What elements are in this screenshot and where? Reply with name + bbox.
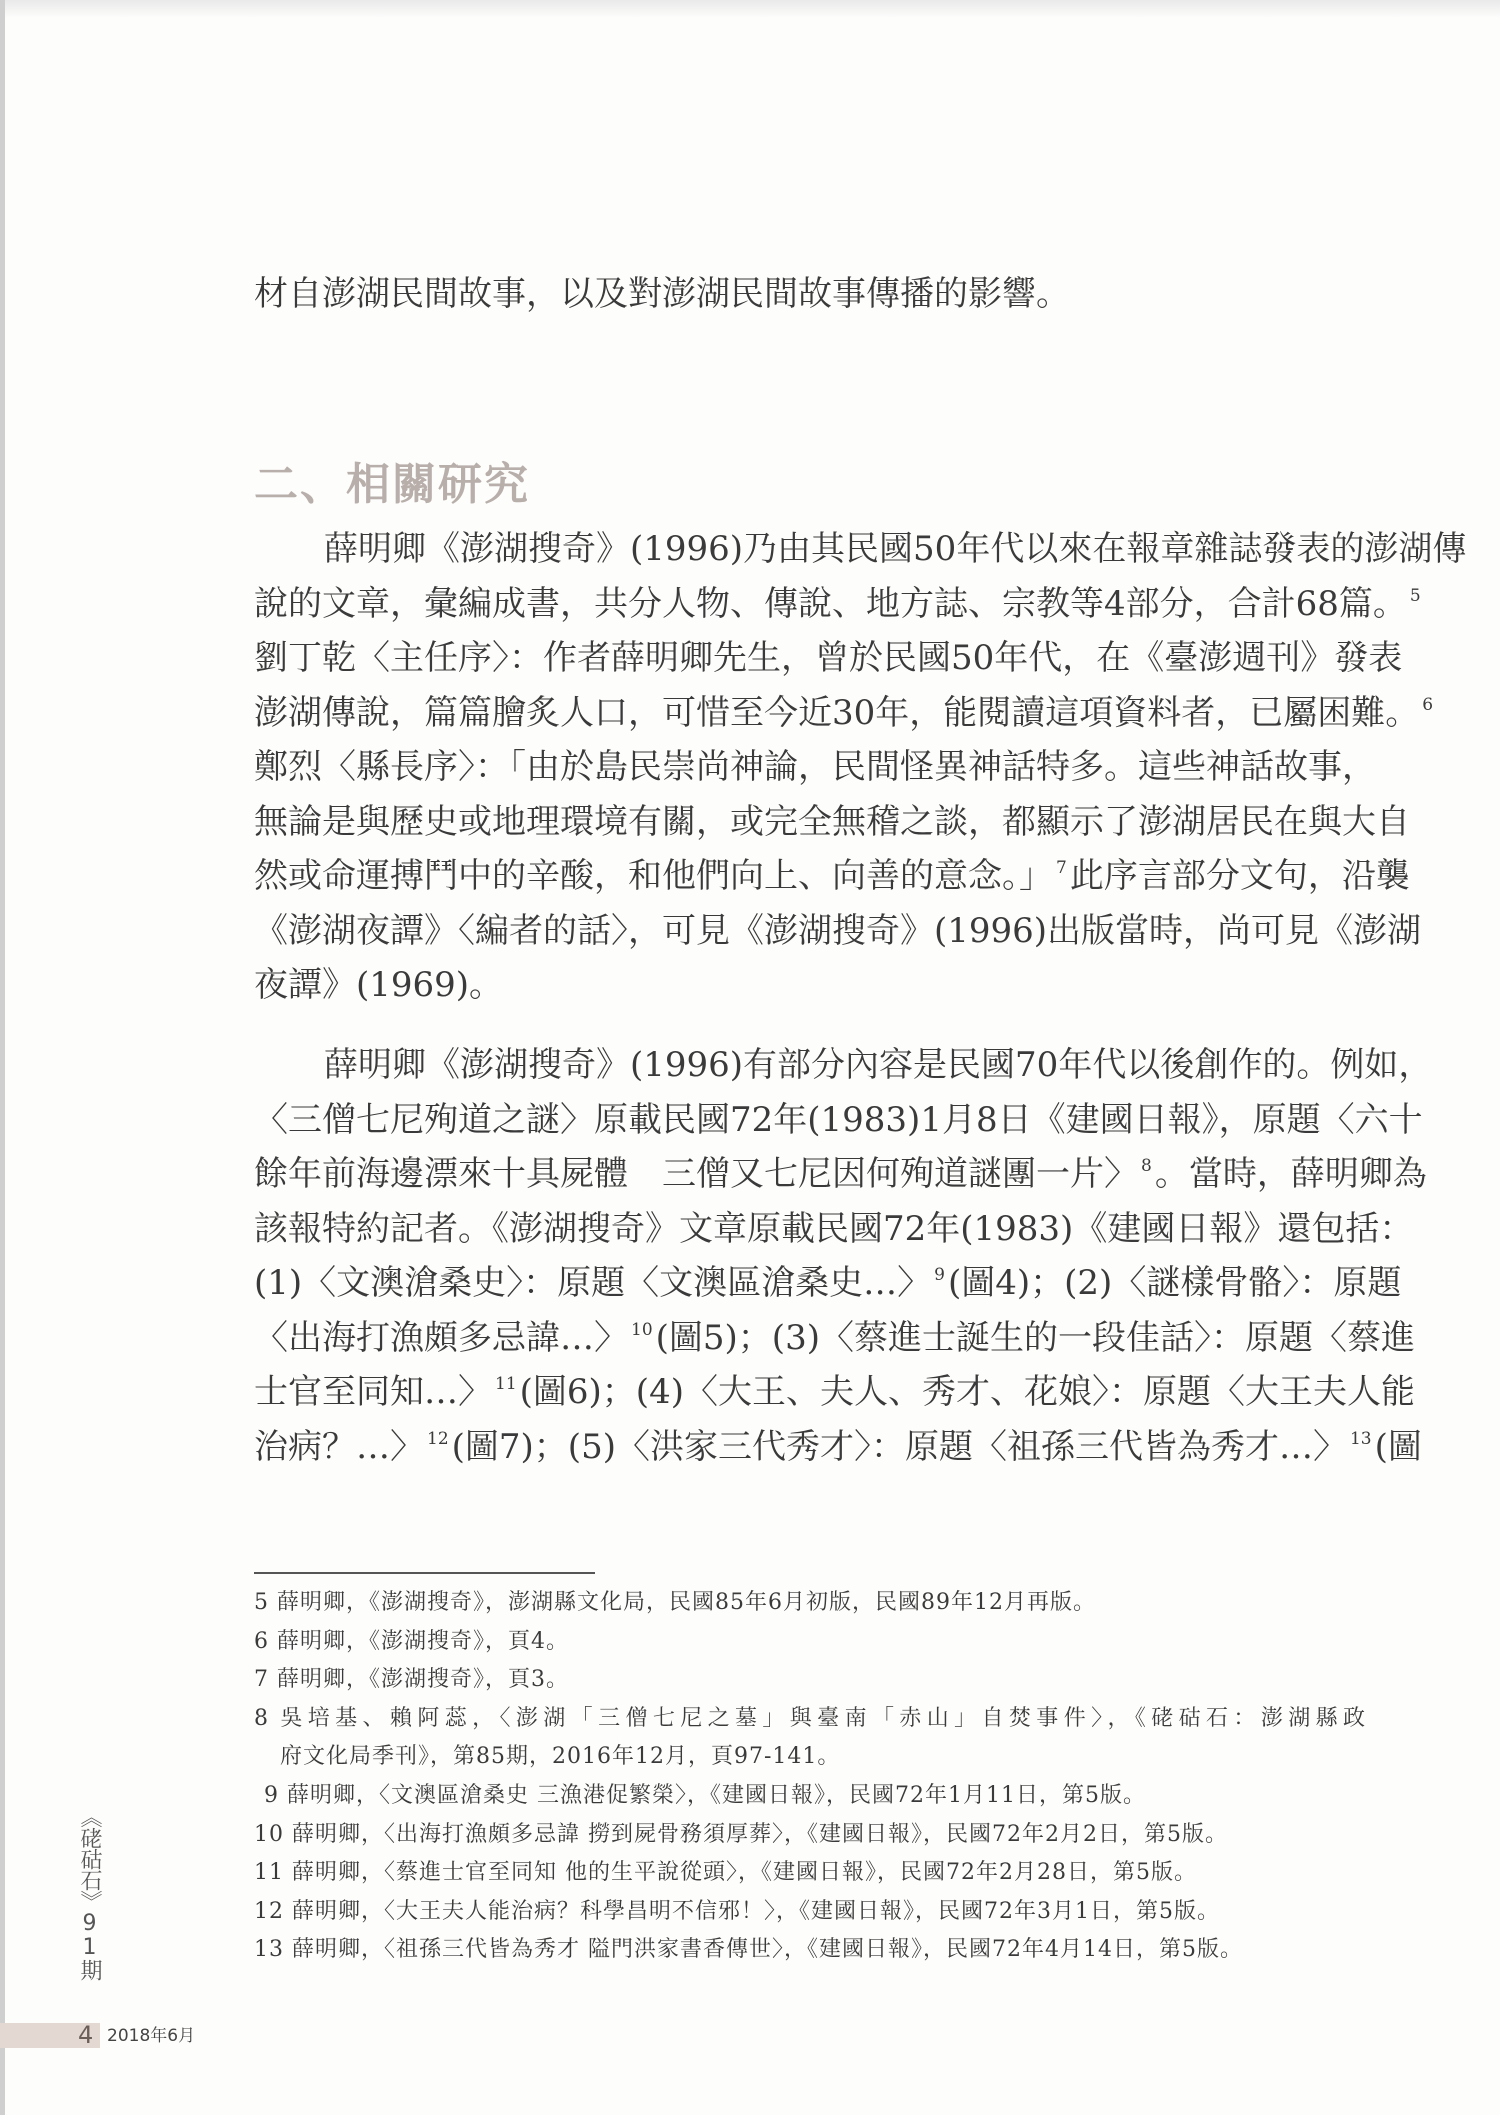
text-segment: 治病？…〉 — [254, 1426, 424, 1467]
text-line — [254, 795, 1410, 850]
footnote-reference[interactable]: 8 — [1141, 1156, 1152, 1176]
footnote-reference[interactable]: 7 — [1056, 858, 1067, 878]
text-segment: 無論是與歷史或地理環境有關，或完全無稽之談，都顯示了澎湖居民在與大自 — [254, 801, 1410, 842]
paragraph-2 — [254, 1038, 1433, 1474]
footnote-reference[interactable]: 10 — [631, 1319, 653, 1340]
text-segment: (圖7)；(5)〈洪家三代秀才〉：原題〈祖孫三代皆為秀才…〉 — [451, 1426, 1347, 1467]
footnote: 5 薛明卿，《澎湖搜奇》，澎湖縣文化局，民國85年6月初版，民國89年12月再版。 — [254, 1590, 1096, 1615]
page-number: 4 — [78, 2021, 94, 2049]
text-segment: 說的文章，彙編成書，共分人物、傳說、地方誌、宗教等4部分，合計68篇。 — [254, 583, 1407, 624]
text-segment: 該報特約記者。《澎湖搜奇》文章原載民國72年(1983)《建國日報》還包括： — [254, 1208, 1414, 1249]
intro-paragraph — [254, 267, 1365, 322]
text-line — [254, 958, 1365, 1013]
footnote-reference[interactable]: 6 — [1422, 694, 1434, 715]
text-line — [254, 1147, 1427, 1202]
text-line — [254, 1311, 1415, 1366]
scan-left-edge — [0, 0, 5, 2115]
text-segment: 夜譚》(1969)。 — [254, 965, 504, 1005]
text-line — [254, 1038, 1433, 1093]
text-segment: 〈出海打漁頗多忌諱…〉 — [254, 1317, 628, 1358]
text-line — [254, 1365, 1415, 1420]
text-line — [254, 1256, 1402, 1311]
text-segment: 餘年前海邊漂來十具屍體 三僧又七尼因何殉道謎團一片〉 — [254, 1154, 1138, 1194]
section-heading: 二、相關研究 — [254, 459, 530, 510]
journal-issue-label: 《硓𥑮石》91期 — [77, 1806, 102, 1980]
footnote: 7 薛明卿，《澎湖搜奇》，頁3。 — [254, 1667, 569, 1693]
text-segment: 〈三僧七尼殉道之謎〉原載民國72年(1983)1月8日《建國日報》，原題〈六十 — [254, 1099, 1423, 1140]
footnote-continuation: 府文化局季刊》，第85期，2016年12月，頁97-141。 — [280, 1744, 841, 1770]
text-line — [254, 631, 1403, 686]
text-segment: 此序言部分文句，沿襲 — [1069, 856, 1410, 896]
text-segment: 澎湖傳說，篇篇膾炙人口，可惜至今近30年，能閱讀這項資料者，已屬困難。 — [254, 692, 1420, 733]
text-segment: 鄭烈〈縣長序〉：「由於島民崇尚神論，民間怪異神話特多。這些神話故事， — [254, 747, 1376, 787]
text-line — [254, 904, 1422, 959]
text-segment: 劉丁乾〈主任序〉：作者薛明卿先生，曾於民國50年代，在《臺澎週刊》發表 — [254, 638, 1403, 678]
text-segment: 薛明卿《澎湖搜奇》(1996)有部分內容是民國70年代以後創作的。例如， — [324, 1045, 1433, 1085]
text-segment: (圖 — [1374, 1426, 1422, 1467]
text-line — [254, 849, 1410, 904]
text-line — [254, 1420, 1422, 1475]
text-segment: (圖5)；(3)〈蔡進士誕生的一段佳話〉：原題〈蔡進 — [655, 1317, 1415, 1358]
footnotes — [254, 1584, 1365, 1970]
intro-line: 材自澎湖民間故事，以及對澎湖民間故事傳播的影響。 — [254, 274, 1070, 314]
footnote: 6 薛明卿，《澎湖搜奇》，頁4。 — [254, 1628, 569, 1654]
footnote: 8 吳培基、賴阿蕊，〈澎湖「三僧七尼之墓」與臺南「赤山」自焚事件〉，《硓𥑮石：澎湖縣政 — [254, 1705, 1365, 1731]
text-segment: 然或命運搏鬥中的辛酸，和他們向上、向善的意念。」 — [254, 856, 1053, 896]
text-line — [254, 522, 1467, 577]
text-line — [254, 740, 1376, 795]
text-segment: 《澎湖夜譚》〈編者的話〉，可見《澎湖搜奇》(1996)出版當時，尚可見《澎湖 — [254, 910, 1422, 951]
footnote-reference[interactable]: 12 — [427, 1428, 449, 1449]
text-segment: 士官至同知…〉 — [254, 1372, 492, 1412]
text-segment: 。當時，薛明卿為 — [1154, 1154, 1427, 1194]
scan-top-shadow — [0, 0, 1500, 18]
text-line — [254, 1093, 1423, 1148]
footnote-reference[interactable]: 5 — [1409, 585, 1421, 606]
footnote-separator — [254, 1572, 595, 1574]
footnote: 11 薛明卿，〈蔡進士官至同知 他的生平說從頭〉，《建國日報》，民國72年2月28日，第5版。 — [254, 1860, 1197, 1886]
footnote: 13 薛明卿，〈祖孫三代皆為秀才 隘門洪家書香傳世〉，《建國日報》，民國72年4月14日，第5版。 — [254, 1937, 1243, 1963]
text-line — [254, 686, 1434, 741]
text-segment: (圖4)；(2)〈謎樣骨骼〉：原題 — [948, 1263, 1402, 1303]
issue-date: 2018年6月 — [107, 2026, 196, 2046]
footnote: 12 薛明卿，〈大王夫人能治病？科學昌明不信邪！〉，《建國日報》，民國72年3月1日，第5版。 — [254, 1898, 1220, 1924]
text-segment: (圖6)；(4)〈大王、夫人、秀才、花娘〉：原題〈大王夫人能 — [519, 1372, 1415, 1412]
footnote-reference[interactable]: 13 — [1349, 1428, 1372, 1449]
text-line — [254, 577, 1421, 632]
footnote: 9 薛明卿，〈文澳區滄桑史 三漁港促繁榮〉，《建國日報》，民國72年1月11日，第5版。 — [264, 1782, 1146, 1808]
footnote: 10 薛明卿，〈出海打漁頗多忌諱 撈到屍骨務須厚葬〉，《建國日報》，民國72年2月2日，第5版。 — [254, 1821, 1228, 1847]
text-line — [254, 1202, 1414, 1257]
footnote-reference[interactable]: 11 — [495, 1374, 517, 1394]
paragraph-1 — [254, 522, 1467, 1013]
text-segment: 薛明卿《澎湖搜奇》(1996)乃由其民國50年代以來在報章雜誌發表的澎湖傳 — [324, 529, 1467, 569]
footnote-reference[interactable]: 9 — [934, 1265, 945, 1285]
text-segment: (1)〈文澳滄桑史〉：原題〈文澳區滄桑史…〉 — [254, 1263, 932, 1303]
